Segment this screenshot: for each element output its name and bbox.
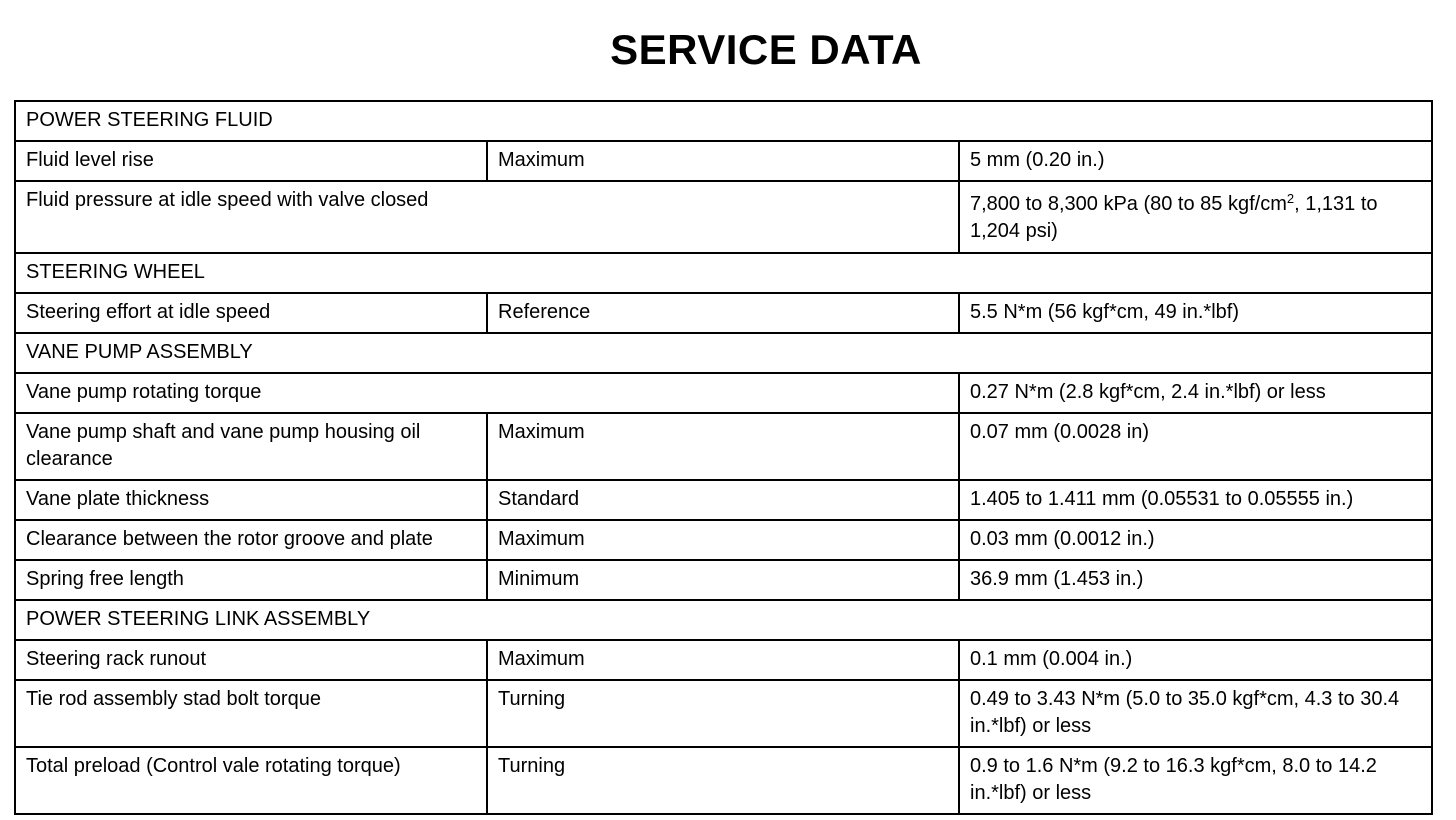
condition-cell: Minimum bbox=[487, 560, 959, 600]
section-header-row bbox=[15, 253, 1432, 293]
item-cell: Fluid level rise bbox=[15, 141, 487, 181]
table-row bbox=[15, 373, 1432, 413]
condition-cell: Maximum bbox=[487, 640, 959, 680]
table-row bbox=[15, 480, 1432, 520]
item-cell: Vane pump rotating torque bbox=[15, 373, 959, 413]
table-row bbox=[15, 413, 1432, 480]
section-heading: STEERING WHEEL bbox=[15, 253, 1432, 293]
table-row bbox=[15, 560, 1432, 600]
item-cell: Total preload (Control vale rotating torque) bbox=[15, 747, 487, 814]
section-heading: POWER STEERING LINK ASSEMBLY bbox=[15, 600, 1432, 640]
value-text: 7,800 to 8,300 kPa (80 to 85 kgf/cm bbox=[970, 193, 1287, 215]
value-cell: 0.9 to 1.6 N*m (9.2 to 16.3 kgf*cm, 8.0 to 14.2 in.*lbf) or less bbox=[959, 747, 1432, 814]
item-cell: Vane plate thickness bbox=[15, 480, 487, 520]
table-row bbox=[15, 520, 1432, 560]
item-cell: Steering effort at idle speed bbox=[15, 293, 487, 333]
condition-cell: Reference bbox=[487, 293, 959, 333]
value-cell: 0.49 to 3.43 N*m (5.0 to 35.0 kgf*cm, 4.3 to 30.4 in.*lbf) or less bbox=[959, 680, 1432, 747]
table-row bbox=[15, 141, 1432, 181]
value-cell: 5.5 N*m (56 kgf*cm, 49 in.*lbf) bbox=[959, 293, 1432, 333]
section-heading: POWER STEERING FLUID bbox=[15, 101, 1432, 141]
section-header-row bbox=[15, 600, 1432, 640]
table-row bbox=[15, 181, 1432, 253]
value-cell: 36.9 mm (1.453 in.) bbox=[959, 560, 1432, 600]
value-cell: 0.07 mm (0.0028 in) bbox=[959, 413, 1432, 480]
value-cell: 0.27 N*m (2.8 kgf*cm, 2.4 in.*lbf) or less bbox=[959, 373, 1432, 413]
condition-cell: Maximum bbox=[487, 413, 959, 480]
item-cell: Clearance between the rotor groove and plate bbox=[15, 520, 487, 560]
item-cell: Tie rod assembly stad bolt torque bbox=[15, 680, 487, 747]
service-data-table bbox=[14, 100, 1433, 815]
section-heading: VANE PUMP ASSEMBLY bbox=[15, 333, 1432, 373]
condition-cell: Maximum bbox=[487, 520, 959, 560]
item-cell: Fluid pressure at idle speed with valve closed bbox=[15, 181, 959, 253]
value-cell: 0.1 mm (0.004 in.) bbox=[959, 640, 1432, 680]
page-title: SERVICE DATA bbox=[610, 26, 922, 73]
item-cell: Spring free length bbox=[15, 560, 487, 600]
table-row bbox=[15, 747, 1432, 814]
item-cell: Vane pump shaft and vane pump housing oil clearance bbox=[15, 413, 487, 480]
value-cell: 5 mm (0.20 in.) bbox=[959, 141, 1432, 181]
section-header-row bbox=[15, 101, 1432, 141]
value-cell: 0.03 mm (0.0012 in.) bbox=[959, 520, 1432, 560]
condition-cell: Standard bbox=[487, 480, 959, 520]
section-header-row bbox=[15, 333, 1432, 373]
item-cell: Steering rack runout bbox=[15, 640, 487, 680]
condition-cell: Turning bbox=[487, 747, 959, 814]
table-row bbox=[15, 640, 1432, 680]
table-row bbox=[15, 680, 1432, 747]
condition-cell: Turning bbox=[487, 680, 959, 747]
condition-cell: Maximum bbox=[487, 141, 959, 181]
table-row bbox=[15, 293, 1432, 333]
value-cell: 1.405 to 1.411 mm (0.05531 to 0.05555 in.) bbox=[959, 480, 1432, 520]
superscript: 2 bbox=[1286, 191, 1295, 206]
value-text: , 1,131 to 1,204 psi) bbox=[970, 193, 1378, 242]
value-cell bbox=[959, 181, 1432, 253]
